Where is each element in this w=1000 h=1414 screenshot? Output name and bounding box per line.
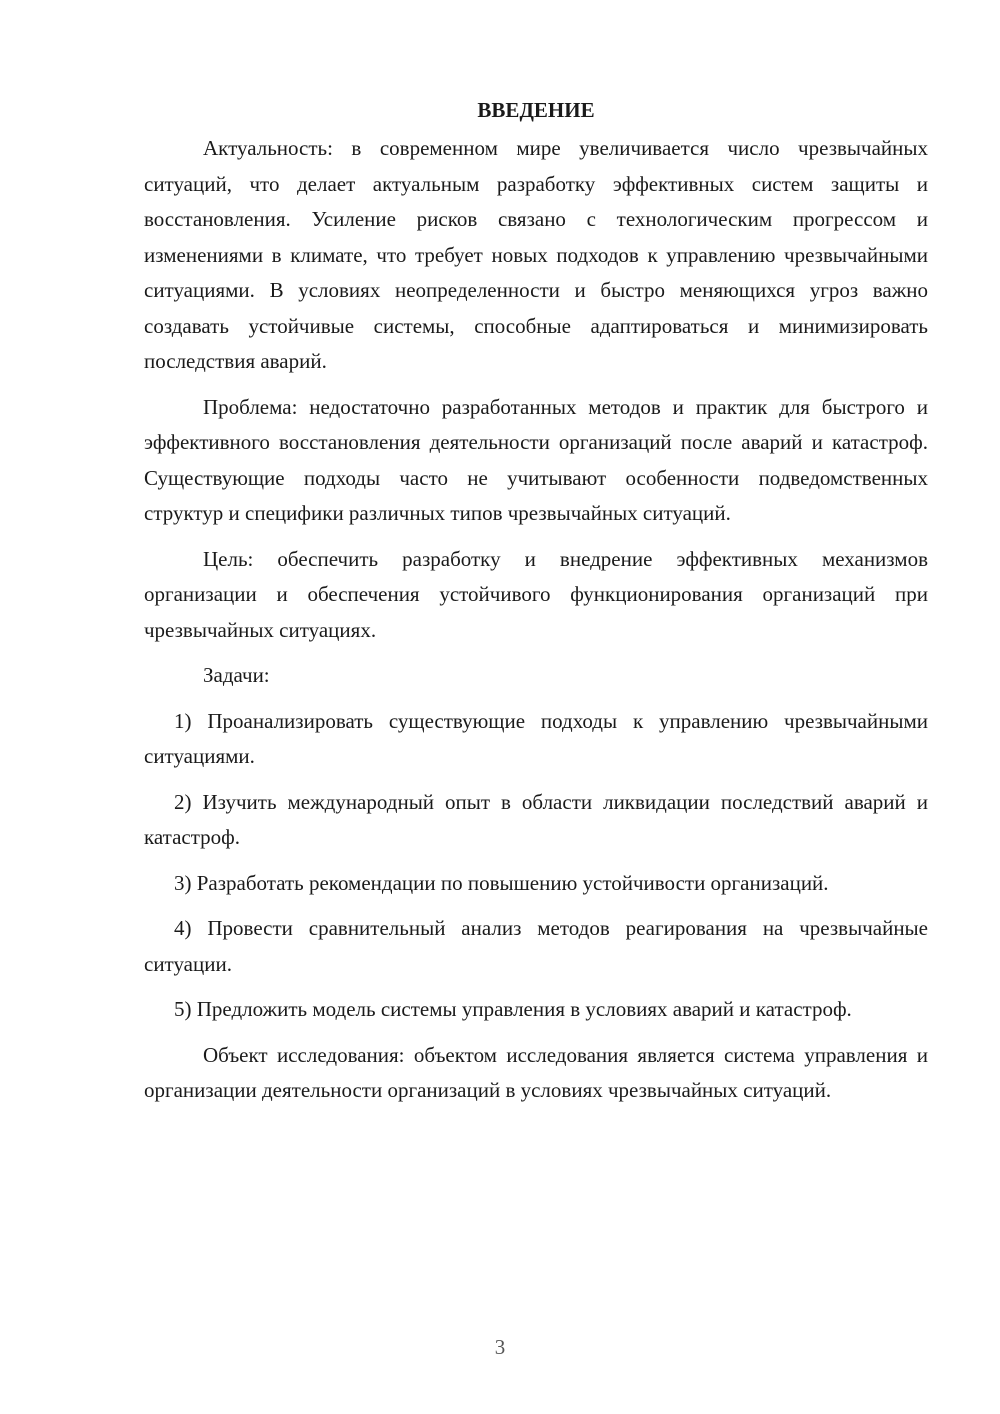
page-content (144, 92, 928, 1119)
problem-paragraph: Проблема: недостаточно разработанных методов и практик для быстрого и эффективного восстановления деятельности организаций после аварий и катастроф. Существующие подходы часто не учитывают особенности подведомственных структур и специфики различных типов чрезвычайных ситуаций. (144, 394, 928, 525)
tasks-label: Задачи: (203, 663, 270, 687)
task-item: 2) Изучить международный опыт в области ликвидации последствий аварий и катастроф. (144, 789, 928, 849)
task-item: 4) Провести сравнительный анализ методов реагирования на чрезвычайные ситуации. (144, 916, 928, 976)
task-item: 3) Разработать рекомендации по повышению устойчивости организаций. (174, 870, 829, 895)
task-item: 1) Проанализировать существующие подходы к управлению чрезвычайными ситуациями. (144, 708, 928, 768)
object-paragraph: Объект исследования: объектом исследования является система управления и организации деятельности организаций в условиях чрезвычайных ситуаций. (144, 1042, 928, 1102)
page-number: 3 (494, 1335, 506, 1359)
task-item: 5) Предложить модель системы управления в условиях аварий и катастроф. (174, 997, 852, 1021)
section-heading: ВВЕДЕНИЕ (477, 98, 595, 122)
goal-paragraph: Цель: обеспечить разработку и внедрение эффективных механизмов организации и обеспечения устойчивого функционирования организаций при чрезвычайных ситуациях. (144, 546, 928, 642)
relevance-paragraph: Актуальность: в современном мире увеличивается число чрезвычайных ситуаций, что делает актуальным разработку эффективных систем защиты и восстановления. Усиление рисков связано с технологическим прогрессом и изменениями в климате, что требует новых подходов к управлению чрезвычайными ситуациями. В условиях неопределенности и быстро меняющихся угроз важно создавать устойчивые системы, способные адаптироваться и минимизировать последствия аварий. (144, 136, 928, 373)
